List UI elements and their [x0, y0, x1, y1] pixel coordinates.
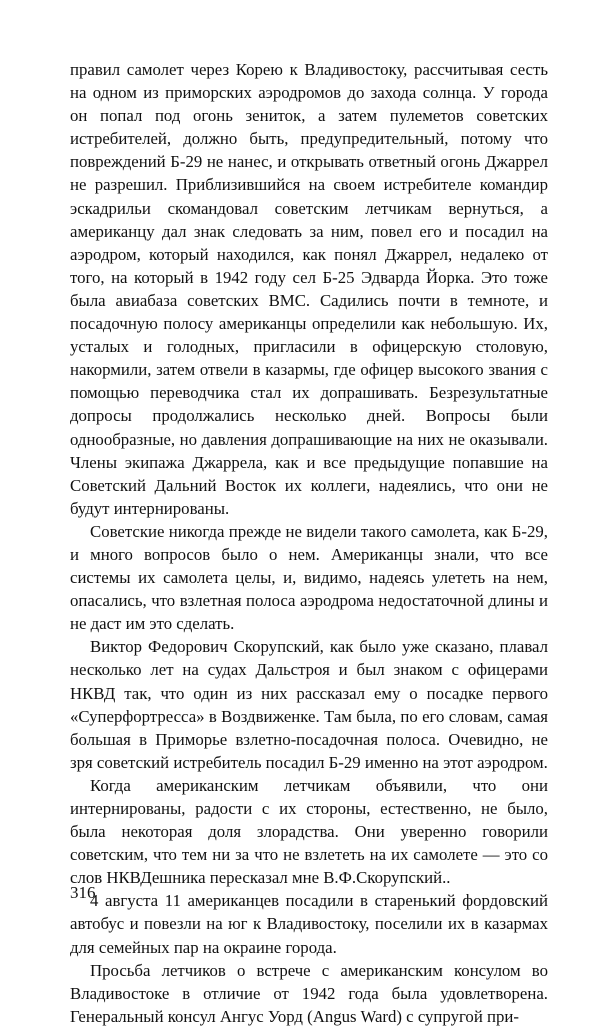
- paragraph: Просьба летчиков о встрече с американским консулом во Владивостоке в отличие от 1942 года была удовлетворена. Генеральный консул Ангус Уорд (Angus Ward) с супругой при-: [70, 960, 548, 1026]
- page-body: [70, 58, 548, 1028]
- paragraph: правил самолет через Корею к Владивостоку, рассчитывая сесть на одном из приморских аэродромов до захода солнца. У города он попал под огонь зениток, а затем пулеметов советских истребителей, должно быть, предупредительный, потому что повреждений Б-29 не нанес, и открывать ответный огонь Джаррел не разрешил. Приблизившийся на своем истребителе командир эскадрильи скомандовал советским летчикам вернуться, а американцу дал знак следовать за ним, повел его и посадил на аэродром, который находился, как понял Джаррел, недалеко от того, на который в 1942 году сел Б-25 Эдварда Йорка. Это тоже была авиабаза советских ВМС. Садились почти в темноте, и посадочную полосу американцы определили как небольшую. Их, усталых и голодных, пригласили в офицерскую столовую, накормили, затем отвели в казармы, где офицер высокого звания с помощью переводчика стал их допрашивать. Безрезультатные допросы продолжались несколько дней. Вопросы были однообразные, но давления допрашивающие на них не оказывали. Члены экипажа Джаррела, как и все предыдущие попавшие на Советский Дальний Восток их коллеги, надеялись, что они не будут интернированы.: [70, 60, 548, 518]
- paragraph: 4 августа 11 американцев посадили в старенький фордовский автобус и повезли на юг к Владивостоку, поселили их в казармах для семейных пар на окраине города.: [70, 891, 548, 957]
- page-number: 316: [70, 883, 96, 902]
- paragraph: Когда американским летчикам объявили, что они интернированы, радости с их стороны, естественно, не было, была некоторая доля злорадства. Они уверенно говорили советским, что тем ни за что не взлететь на их самолете — это со слов НКВДешника пересказал мне В.Ф.Скорупский..: [70, 775, 548, 888]
- paragraph: Советские никогда прежде не видели такого самолета, как Б-29, и много вопросов было о нем. Американцы знали, что все системы их самолета целы, и, видимо, надеясь улететь на нем, опасались, что взлетная полоса аэродрома недостаточной длины и не даст им это сделать.: [70, 521, 548, 634]
- paragraph: Виктор Федорович Скорупский, как было уже сказано, плавал несколько лет на судах Дальстроя и был знаком с офицерами НКВД так, что один из них рассказал ему о посадке первого «Суперфортресса» в Воздвиженке. Там была, по его словам, самая большая в Приморье взлетно-посадочная полоса. Очевидно, не зря советский истребитель посадил Б-29 именно на этот аэродром.: [70, 637, 548, 772]
